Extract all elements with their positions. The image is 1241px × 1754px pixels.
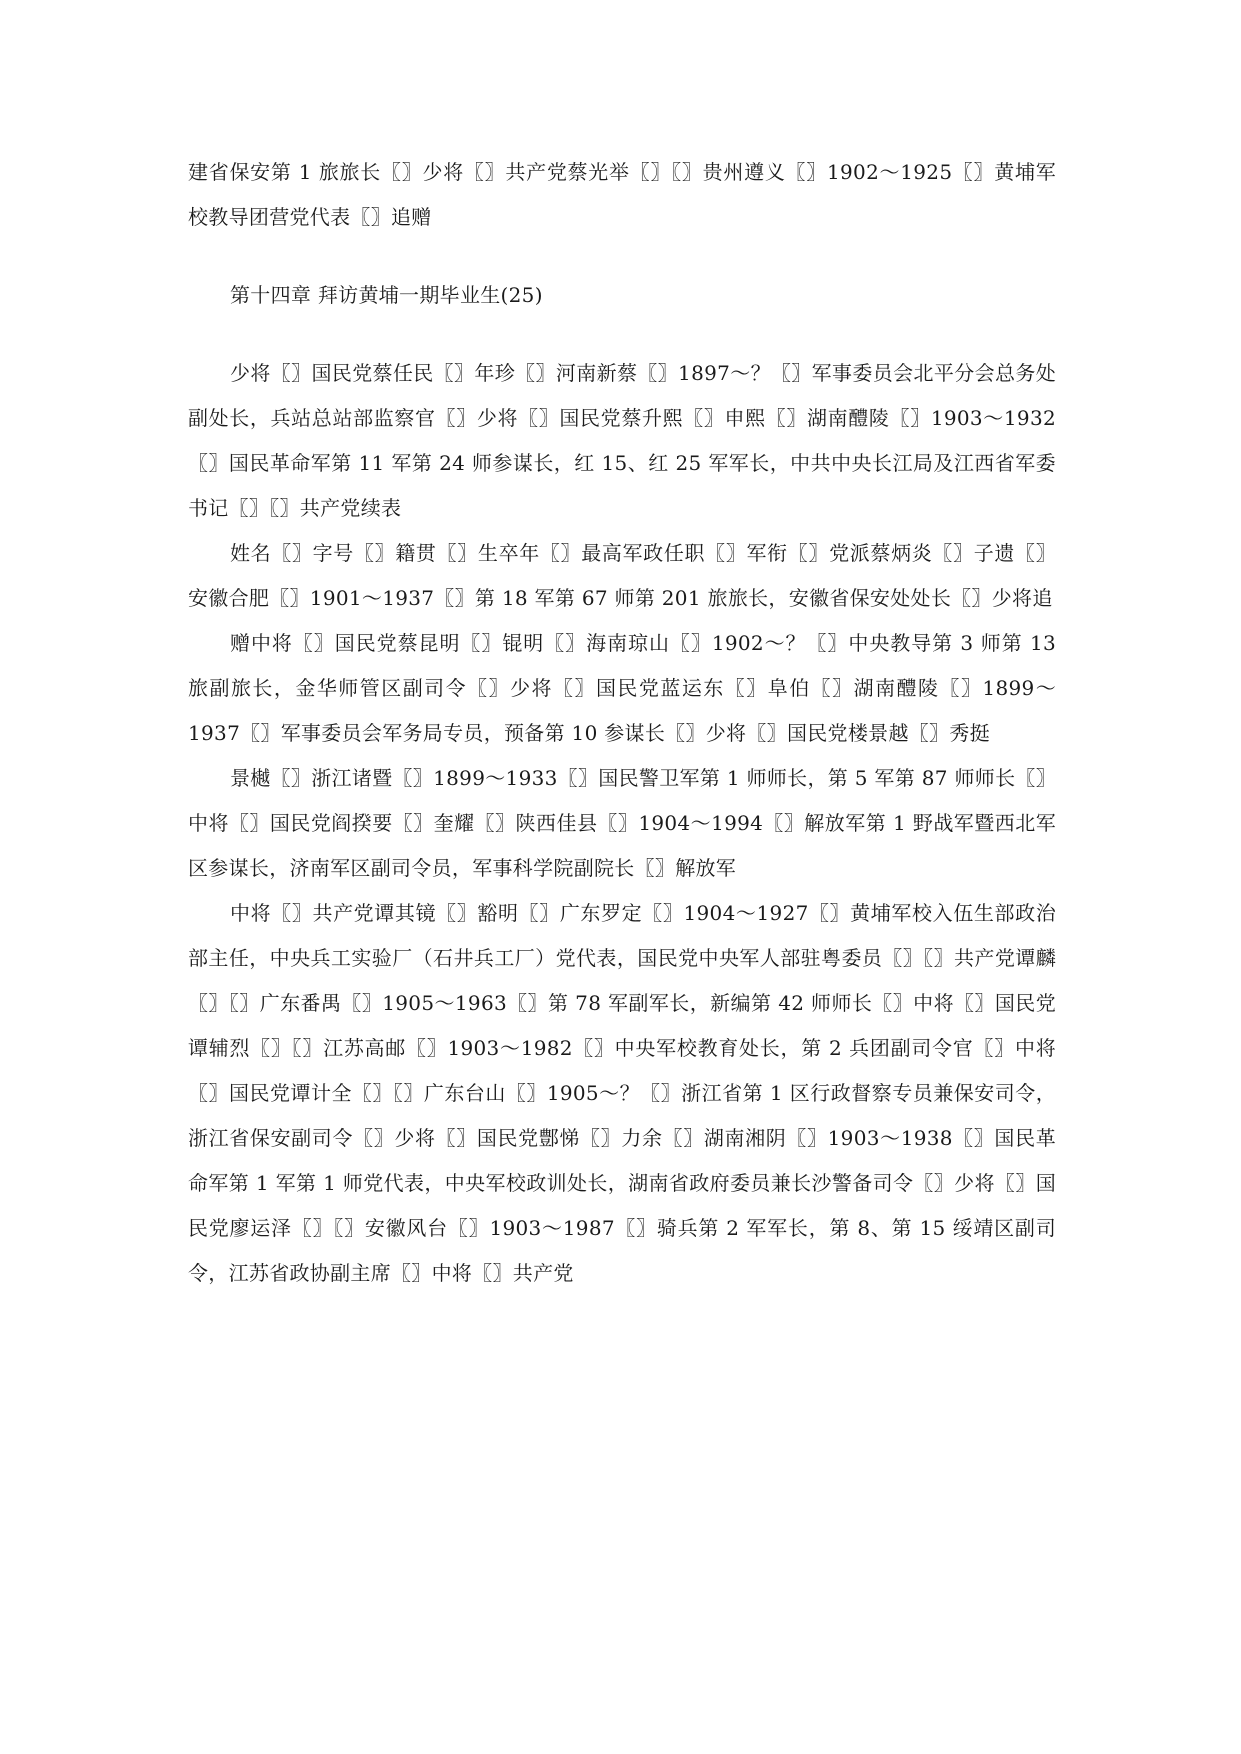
paragraph: 中将〖〗共产党谭其镜〖〗豁明〖〗广东罗定〖〗1904～1927〖〗黄埔军校入伍生部政治部主任，中央兵工实验厂（石井兵工厂）党代表，国民党中央军人部驻粤委员〖〗〖〗共产党谭麟〖〗〖〗广东番禺〖〗1905～1963〖〗第 78 军副军长，新编第 42 师师长〖〗中将〖〗国民党谭辅烈〖〗〖〗江苏高邮〖〗1903～1982〖〗中央军校教育处长，第 2 兵团副司令官〖〗中将〖〗国民党谭计全〖〗〖〗广东台山〖〗1905～？〖〗浙江省第 1 区行政督察专员兼保安司令，浙江省保安副司令〖〗少将〖〗国民党鄷悌〖〗力余〖〗湖南湘阴〖〗1903～1938〖〗国民革命军第 1 军第 1 师党代表，中央军校政训处长，湖南省政府委员兼长沙警备司令〖〗少将〖〗国民党廖运泽〖〗〖〗安徽风台〖〗1903～1987〖〗骑兵第 2 军军长，第 8、第 15 绥靖区副司令，江苏省政协副主席〖〗中将〖〗共产党 xyxy=(188,901,1056,1285)
paragraph: 姓名〖〗字号〖〗籍贯〖〗生卒年〖〗最高军政任职〖〗军衔〖〗党派蔡炳炎〖〗子遗〖〗安徽合肥〖〗1901～1937〖〗第 18 军第 67 师第 201 旅旅长，安徽省保安处处长〖〗少将追 xyxy=(188,541,1056,610)
chapter-heading: 第十四章 拜访黄埔一期毕业生(25) xyxy=(230,283,543,307)
paragraph: 景樾〖〗浙江诸暨〖〗1899～1933〖〗国民警卫军第 1 师师长，第 5 军第 87 师师长〖〗中将〖〗国民党阎揆要〖〗奎耀〖〗陕西佳县〖〗1904～1994〖〗解放军第 1 野战军暨西北军区参谋长，济南军区副司令员，军事科学院副院长〖〗解放军 xyxy=(188,766,1056,880)
paragraph-continuation: 建省保安第 1 旅旅长〖〗少将〖〗共产党蔡光举〖〗〖〗贵州遵义〖〗1902～1925〖〗黄埔军校教导团营党代表〖〗追赠 xyxy=(188,160,1056,229)
paragraph: 赠中将〖〗国民党蔡昆明〖〗锟明〖〗海南琼山〖〗1902～？〖〗中央教导第 3 师第 13 旅副旅长，金华师管区副司令〖〗少将〖〗国民党蓝运东〖〗阜伯〖〗湖南醴陵〖〗1899～1937〖〗军事委员会军务局专员，预备第 10 参谋长〖〗少将〖〗国民党楼景越〖〗秀挺 xyxy=(188,631,1056,745)
document-page xyxy=(188,150,1056,1296)
paragraph: 少将〖〗国民党蔡任民〖〗年珍〖〗河南新蔡〖〗1897～？〖〗军事委员会北平分会总务处副处长，兵站总站部监察官〖〗少将〖〗国民党蔡升熙〖〗申熙〖〗湖南醴陵〖〗1903～1932〖〗国民革命军第 11 军第 24 师参谋长，红 15、红 25 军军长，中共中央长江局及江西省军委书记〖〗〖〗共产党续表 xyxy=(188,361,1056,520)
